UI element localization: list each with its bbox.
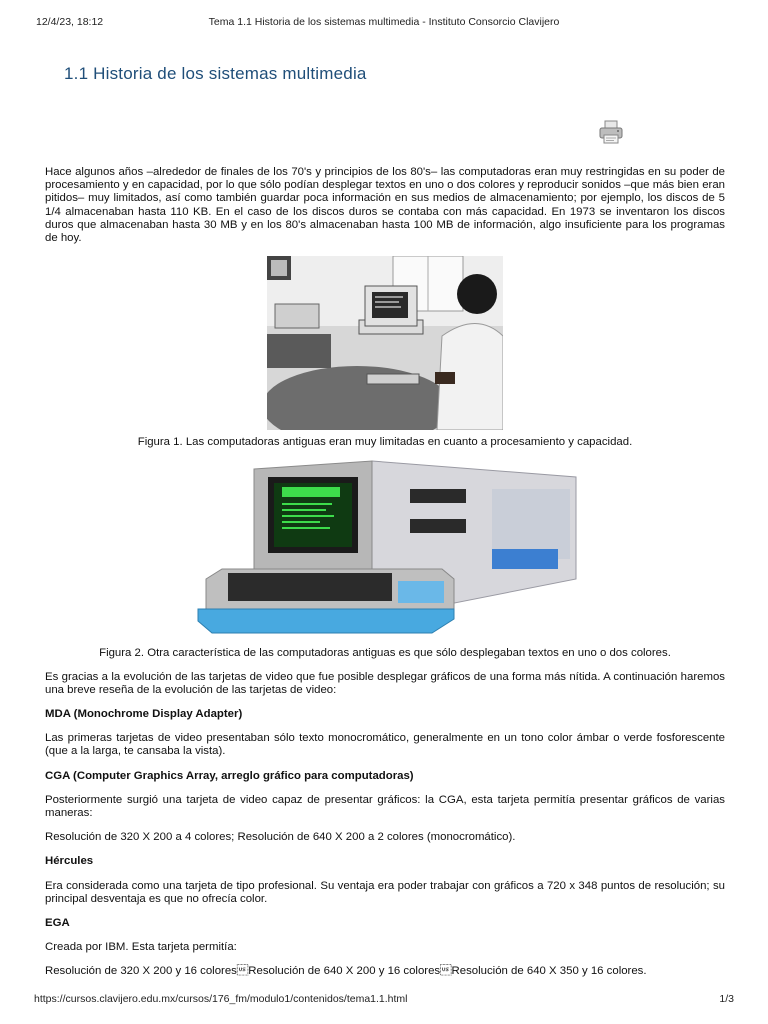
figure-2-image [192,459,578,641]
figure-1 [45,256,725,449]
page-number: 1/3 [719,993,734,1005]
print-footer [34,993,734,1005]
article-content [45,166,725,990]
figure-2-caption: Figura 2. Otra característica de las computadoras antiguas es que sólo desplegaban textos en uno o dos colores. [99,647,671,660]
print-page-title: Tema 1.1 Historia de los sistemas multimedia - Instituto Consorcio Clavijero [208,16,560,28]
print-url: https://cursos.clavijero.edu.mx/cursos/176_fm/modulo1/contenidos/tema1.1.html [34,993,408,1005]
intro-paragraph: Hace algunos años –alrededor de finales de los 70's y principios de los 80's– las computadoras eran muy restringidas en su poder de procesamiento y en capacidad, por lo que sólo podían desplegar textos en uno o dos colores y reproducir sonidos –que más bien eran pitidos– muy limitados, así como también guardar poca información en sus medios de almacenamiento; por ejemplo, los discos de 5 1/4 almacenaban hasta 110 KB. En el caso de los discos duros se contaba con más capacidad. En 1973 se inventaron los discos duros que almacenaban hasta 30 MB y en los 80's almacenaban hasta 100 MB de información, algo insuficiente para los programas de hoy. [45,166,725,245]
hercules-heading: Hércules [45,855,94,868]
figure-2 [45,459,725,660]
page-title: 1.1 Historia de los sistemas multimedia [64,64,367,83]
cga-heading: CGA (Computer Graphics Array, arreglo gráfico para computadoras) [45,769,414,782]
ega-heading: EGA [45,917,70,930]
mda-text: Las primeras tarjetas de video presentaban sólo texto monocromático, generalmente en un tono color ámbar o verde fosforescente (que a la larga, te cansaba la vista). [45,732,725,758]
ega-text: Creada por IBM. Esta tarjeta permitía: [45,941,237,954]
printer-icon[interactable] [597,118,625,146]
evolution-paragraph: Es gracias a la evolución de las tarjetas de video que fue posible desplegar gráficos de una forma más nítida. A continuación haremos una breve reseña de la evolución de las tarjetas de video: [45,670,725,696]
figure-1-image [267,256,503,430]
mda-heading: MDA (Monochrome Display Adapter) [45,708,243,721]
figure-1-caption: Figura 1. Las computadoras antiguas eran muy limitadas en cuanto a procesamiento y capacidad. [137,436,633,449]
cga-resolution: Resolución de 320 X 200 a 4 colores; Resolución de 640 X 200 a 2 colores (monocromático). [45,831,516,844]
hercules-text: Era considerada como una tarjeta de tipo profesional. Su ventaja era poder trabajar con gráficos a 720 x 348 puntos de resolución; su principal desventaja es que no ofrecía color. [45,879,725,905]
print-datetime: 12/4/23, 18:12 [36,16,104,28]
cga-text: Posteriormente surgió una tarjeta de video capaz de presentar gráficos: la CGA, esta tarjeta permitía presentar gráficos de varias maneras: [45,793,725,820]
ega-resolution: Resolución de 320 X 200 y 16 colores Resolución de 640 X 200 y 16 colores Resolución de 640 X 350 y 16 colores. [45,965,647,978]
